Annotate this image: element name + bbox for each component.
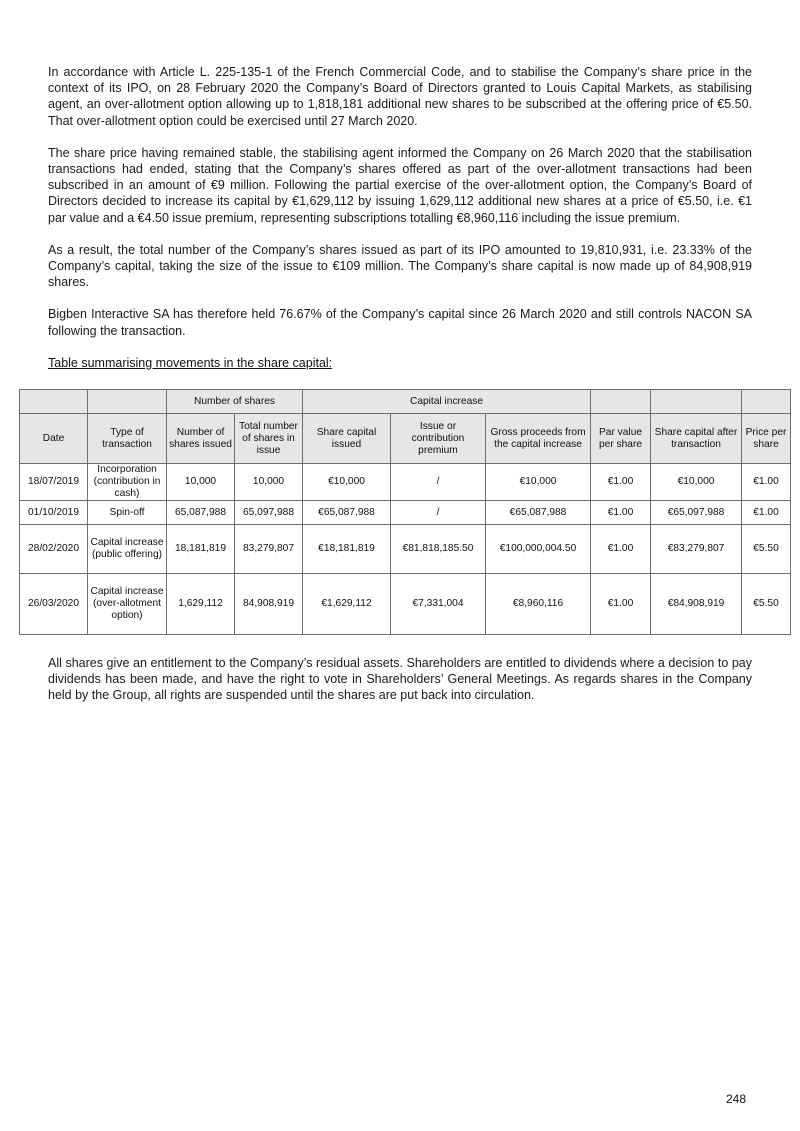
- table-cell: 18,181,819: [167, 525, 235, 574]
- table-cell: 18/07/2019: [20, 464, 88, 501]
- table-cell: /: [391, 464, 486, 501]
- table-cell: €1.00: [591, 525, 651, 574]
- table-cell: €7,331,004: [391, 574, 486, 635]
- column-header-gross-proceeds: Gross proceeds from the capital increase: [486, 414, 591, 464]
- table-cell: €10,000: [486, 464, 591, 501]
- table-cell: €10,000: [651, 464, 742, 501]
- table-cell: €100,000,004.50: [486, 525, 591, 574]
- group-header-capital-increase: Capital increase: [303, 390, 591, 414]
- table-group-header-row: [20, 390, 791, 414]
- column-header-capital-after: Share capital after transaction: [651, 414, 742, 464]
- page-number: 248: [725, 1092, 746, 1106]
- table-cell: Spin-off: [88, 501, 167, 525]
- table-cell: 84,908,919: [235, 574, 303, 635]
- table-cell: €1.00: [591, 464, 651, 501]
- column-header-type: Type of transaction: [88, 414, 167, 464]
- table-cell: 65,087,988: [167, 501, 235, 525]
- group-header-empty: [20, 390, 88, 414]
- column-header-par-value: Par value per share: [591, 414, 651, 464]
- column-header-premium: Issue or contribution premium: [391, 414, 486, 464]
- table-row: [20, 464, 791, 501]
- table-cell: €65,087,988: [303, 501, 391, 525]
- table-cell: /: [391, 501, 486, 525]
- column-header-date: Date: [20, 414, 88, 464]
- table-cell: €1,629,112: [303, 574, 391, 635]
- table-cell: €81,818,185.50: [391, 525, 486, 574]
- group-header-empty: [88, 390, 167, 414]
- table-cell: Capital increase (public offering): [88, 525, 167, 574]
- paragraph-ipo-total: As a result, the total number of the Company’s shares issued as part of its IPO amounted to 19,810,931, i.e. 23.33% of the Company’s capital, taking the size of the issue to €109 million. The Company’s share capital is now made up of 84,908,919 shares.: [48, 242, 752, 290]
- table-cell: €84,908,919: [651, 574, 742, 635]
- table-cell: 83,279,807: [235, 525, 303, 574]
- table-caption: Table summarising movements in the share capital:: [48, 355, 333, 370]
- group-header-empty: [591, 390, 651, 414]
- table-row: [20, 574, 791, 635]
- table-header-row: [20, 414, 791, 464]
- group-header-empty: [651, 390, 742, 414]
- table-cell: Capital increase (over-allotment option): [88, 574, 167, 635]
- paragraph-shareholder-rights: All shares give an entitlement to the Company’s residual assets. Shareholders are entitled to dividends where a decision to pay dividends has been made, and have the right to vote in Shareholders’ General Meetings. As regards shares in the Company held by the Group, all rights are suspended until the shares are put back into circulation.: [48, 656, 752, 703]
- column-header-shares-issued: Number of shares issued: [167, 414, 235, 464]
- table-cell: €10,000: [303, 464, 391, 501]
- table-cell: 26/03/2020: [20, 574, 88, 635]
- group-header-number-of-shares: Number of shares: [167, 390, 303, 414]
- document-body: [48, 64, 752, 378]
- closing-section: [48, 655, 752, 720]
- table-row: [20, 525, 791, 574]
- table-cell: €8,960,116: [486, 574, 591, 635]
- table-cell: 10,000: [167, 464, 235, 501]
- paragraph-over-allotment: In accordance with Article L. 225-135-1 of the French Commercial Code, and to stabilise the Company’s share price in the context of its IPO, on 28 February 2020 the Company’s Board of Directors granted to Louis Capital Markets, as stabilising agent, an over-allotment option allowing up to 1,818,181 additional new shares to be subscribed at the offering price of €5.50. That over-allotment option could be exercised until 27 March 2020.: [48, 65, 752, 128]
- table-cell: €5.50: [742, 525, 791, 574]
- table-cell: €1.00: [742, 464, 791, 501]
- paragraph-stabilisation: The share price having remained stable, the stabilising agent informed the Company on 26 March 2020 that the stabilisation transactions had ended, stating that the Company’s shares offered as part of the over-allotment transactions had been subscribed in an amount of €9 million. Following the partial exercise of the over-allotment option, the Company’s Board of Directors decided to increase its capital by €1,629,112 by issuing 1,629,112 additional new shares at a price of €5.50, i.e. €1 par value and a €4.50 issue premium, representing subscriptions totalling €8,960,116 including the issue premium.: [48, 145, 752, 225]
- share-capital-table: [19, 389, 791, 635]
- table-cell: 01/10/2019: [20, 501, 88, 525]
- table-cell: €1.00: [742, 501, 791, 525]
- column-header-share-capital-issued: Share capital issued: [303, 414, 391, 464]
- table-cell: €1.00: [591, 574, 651, 635]
- column-header-price: Price per share: [742, 414, 791, 464]
- table-cell: €65,087,988: [486, 501, 591, 525]
- table-cell: €83,279,807: [651, 525, 742, 574]
- group-header-empty: [742, 390, 791, 414]
- table-row: [20, 501, 791, 525]
- column-header-total-shares: Total number of shares in issue: [235, 414, 303, 464]
- table-cell: 10,000: [235, 464, 303, 501]
- table-cell: €5.50: [742, 574, 791, 635]
- table-cell: 28/02/2020: [20, 525, 88, 574]
- table-cell: €18,181,819: [303, 525, 391, 574]
- paragraph-bigben-control: Bigben Interactive SA has therefore held 76.67% of the Company’s capital since 26 March 2020 and still controls NACON SA following the transaction.: [48, 307, 752, 338]
- table-cell: 65,097,988: [235, 501, 303, 525]
- table-cell: €1.00: [591, 501, 651, 525]
- table-cell: €65,097,988: [651, 501, 742, 525]
- table-cell: Incorporation (contribution in cash): [88, 464, 167, 501]
- table-cell: 1,629,112: [167, 574, 235, 635]
